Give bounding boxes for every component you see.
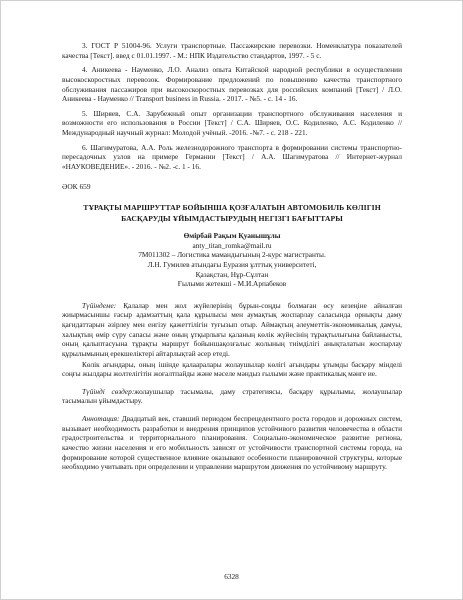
page-number: 6328 [224, 572, 239, 581]
author-supervisor: Ғылыми жетекші - М.И.Арпабеков [177, 279, 287, 289]
summary-paragraph [62, 301, 402, 359]
summary-label: Түйіндеме: [82, 300, 117, 310]
reference-item: 3. ГОСТ Р 51004-96. Услуги транспортные. Пассажирские перевозки. Номенклатура показателей качества [Текст]. введ с 01.01.1997. - М.: НПК Издательство стандартов, 1997. - 5 с. [62, 41, 402, 60]
reference-list [62, 41, 402, 172]
author-email[interactable]: anty_titan_romka@mail.ru [192, 240, 272, 250]
keywords-label: Түйінді сөздер: [82, 386, 135, 396]
summary-text: Қалалар мен жол жүйелерінің бұрын-соңды болмаған өсу кезеңіне айналған жиырмасыншы ғасыр адамзаттың қала құрылысы мен аумақтық жоспарлау саласында орнықты даму қағидаттарын әзірлеу мен енгізу қажеттілігін туғызып отыр. Аймақтың әлеуметтік-экономикалық дамуы, халықтың өмір сүру сапасы және оның ұтқырлығы қаланың көлік жүйесінің тұрақтылығына байланысты, оның қалыптасуына тұрақты маршрут бойыншақозғалыс жолының тиімділігі анықталатын жоспарлау құрылымының ерекшеліктері айтарлықтай әсер етеді. [62, 300, 402, 358]
reference-item: 5. Ширяев, С.А. Зарубежный опыт организации транспортного обслуживания населения и возможности его использования в России [Текст] / С.А. Ширяев, О.С. Кодиленко, А.С. Кодиленко // Международный научный журнал: Молодой учёный. -2016. -№7. - с. 218 - 221. [62, 108, 402, 137]
author-location: Қазақстан, Нұр-Сұлтан [195, 269, 269, 279]
keywords-paragraph [62, 387, 402, 406]
udc-code: ӘОК 659 [62, 181, 91, 191]
body-paragraph: Көлік ағындары, оның ішінде қалааралары жолаушылар көлігі ағындары ұтымды басқару мінделі соңғы жылдары жолтелігітін жоғалтпайды және мәселе мәндыз ғылыми және практикалық мәнге ие. [62, 359, 402, 379]
reference-item: 6. Шагимуратова, А.А. Роль железнодорожного транспорта в формировании системы транспортно-пересадочных узлов на примере Германии [Текст] / А.А. Шагимуратова // Интернет-журнал «НАУКОВЕДЕНИЕ». - 2016. - №2. -с. 1 - 16. [62, 142, 402, 171]
reference-item: 4. Аникеева - Науменко, Л.О. Анализ опыта Китайской народной республики в осуществлении высокоскоростных перевозок. Формирование предложений по повышению качества транспортного обслуживания пассажиров при высокоскоростных перевозках для российских компаний [Текст] / Л.О. Аникеева - Науменко // Transport business in Russia. - 2017. - №5. - с. 14 - 16. [62, 65, 402, 104]
keywords-text: жолаушылар тасымалы, даму стратегиясы, басқару құрылымы, жолаушылар тасымалын ұйымдастыру. [62, 386, 403, 406]
author-block [62, 231, 402, 289]
abstract-text: Двадцатый век, ставший периодом беспрецедентного роста городов и дорожных систем, вызывает необходимость разработки и внедрения принципов устойчивого развития человечества в области градостроительства и территориального планирования. Социально-экономическое развитие региона, качество жизни населения и его мобильность зависят от устойчивости транспортной системы города, на формирование которой существенное влияние оказывают особенности планировочной структуры, которые необходимо учитывать при определении и управлении маршрутом движения по устойчивому маршруту. [62, 414, 402, 472]
page-content [62, 41, 402, 473]
abstract-paragraph [62, 414, 402, 472]
article-title: ТҰРАҚТЫ МАРШРУТТАР БОЙЫНША ҚОЗҒАЛАТЫН АВТОМОБИЛЬ КӨЛІГІН БАСҚАРУДЫ ҰЙЫМДАСТЫРУДЫҢ НЕГІЗГІ БАҒЫТТАРЫ [83, 203, 381, 223]
author-name: Өмірбай Рақым Қуанышұлы [183, 231, 281, 241]
author-program: 7М011302 – Логистика мамандығының 2-курс магистранты. [138, 250, 326, 260]
author-university: Л.Н. Гумилев атындағы Еуразия ұлттық университеті, [147, 259, 317, 269]
abstract-label: Аннотация: [82, 414, 120, 424]
